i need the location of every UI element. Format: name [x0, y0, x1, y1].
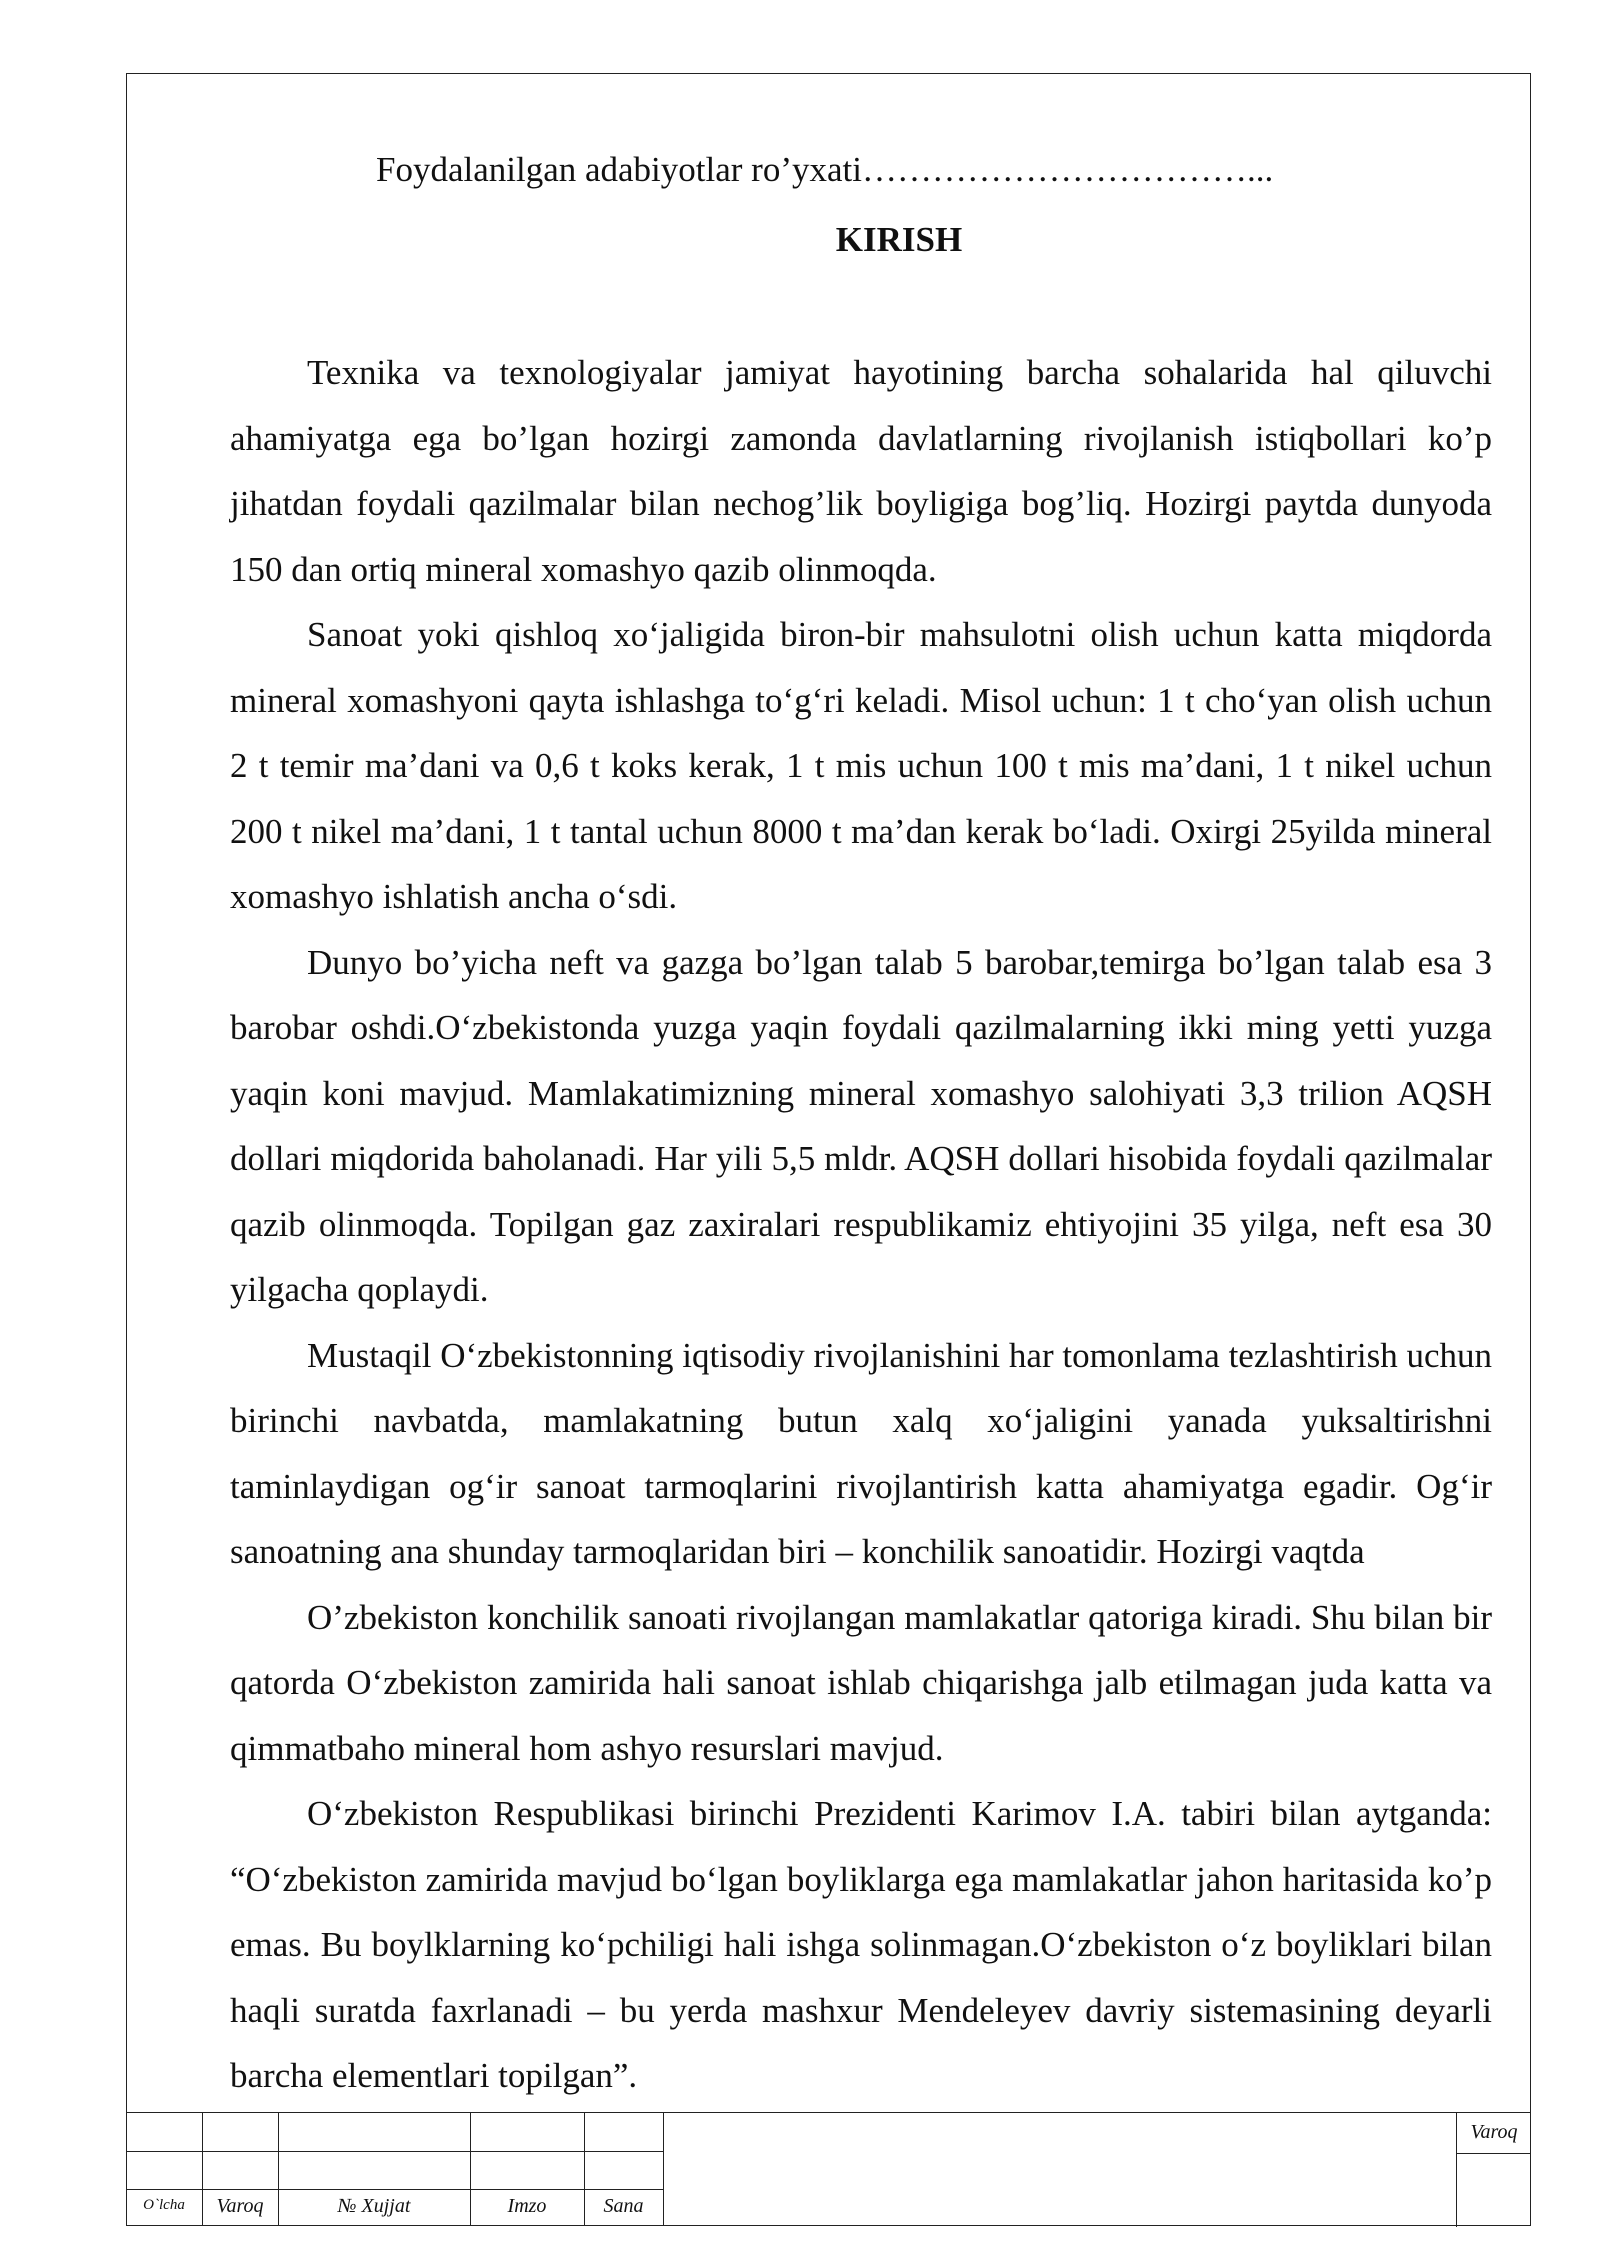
title-block	[126, 2112, 1531, 2226]
stamp-row-line	[126, 2151, 664, 2152]
paragraph: O’zbekiston konchilik sanoati rivojlangan mamlakatlar qatoriga kiradi. Shu bilan bir qatorda O‘zbekiston zamirida hali sanoat ishlab chiqarishga jalb etilmagan juda katta va qimmatbaho mineral hom ashyo resurslari mavjud.	[230, 1597, 1492, 1768]
stamp-label-imzo: Imzo	[507, 2195, 547, 2217]
stamp-label-sana: Sana	[603, 2195, 644, 2217]
paragraph: Texnika va texnologiyalar jamiyat hayotining barcha sohalarida hal qiluvchi ahamiyatga ega bo’lgan hozirgi zamonda davlatlarning rivojlanish istiqbollari ko’p jihatdan foydali qazilmalar bilan nechog’lik boyligiga bog’liq. Hozirgi paytda dunyoda 150 dan ortiq mineral xomashyo qazib olinmoqda.	[230, 353, 1492, 589]
paragraph: Sanoat yoki qishloq xo‘jaligida biron-bir mahsulotni olish uchun katta miqdorda mineral xomashyoni qayta ishlashga to‘g‘ri keladi. Misol uchun: 1 t cho‘yan olish uchun 2 t temir ma’dani va 0,6 t koks kerak, 1 t mis uchun 100 t mis ma’dani, 1 t nikel uchun 200 t nikel ma’dani, 1 t tantal uchun 8000 t ma’dan kerak bo‘ladi. Oxirgi 25yilda mineral xomashyo ishlatish ancha o‘sdi.	[230, 615, 1492, 916]
toc-entry: Foydalanilgan adabiyotlar ro’yxati……………………………...	[376, 150, 1274, 189]
body-text	[230, 340, 1492, 2109]
stamp-divider	[663, 2113, 664, 2226]
sheet-number-label: Varoq	[1470, 2121, 1518, 2143]
sheet-number-box	[1456, 2113, 1531, 2227]
paragraph: Mustaqil O‘zbekistonning iqtisodiy rivojlanishini har tomonlama tezlashtirish uchun birinchi navbatda, mamlakatning butun xalq xo‘jaligini yanada yuksaltirishni taminlaydigan og‘ir sanoat tarmoqlarini rivojlantirish katta ahamiyatga egadir. Og‘ir sanoatning ana shunday tarmoqlaridan biri – konchilik sanoatidir. Hozirgi vaqtda	[230, 1335, 1492, 1571]
paragraph: O‘zbekiston Respublikasi birinchi Prezidenti Karimov I.A. tabiri bilan aytganda: “O‘zbekiston zamirida mavjud bo‘lgan boyliklarga ega mamlakatlar jahon haritasida ko’p emas. Bu boylklarning ko‘pchiligi hali ishga solinmagan.O‘zbekiston o‘z boyliklari bilan haqli suratda faxrlanadi – bu yerda mashxur Mendeleyev davriy sistemasining deyarli barcha elementlari topilgan”.	[230, 1794, 1492, 2095]
stamp-row-line	[126, 2189, 664, 2190]
section-heading: KIRISH	[835, 220, 963, 259]
paragraph: Dunyo bo’yicha neft va gazga bo’lgan talab 5 barobar,temirga bo’lgan talab esa 3 barobar oshdi.O‘zbekistonda yuzga yaqin foydali qazilmalarning ikki ming yetti yuzga yaqin koni mavjud. Mamlakatimizning mineral xomashyo salohiyati 3,3 trilion AQSH dollari miqdorida baholanadi. Har yili 5,5 mldr. AQSH dollari hisobida foydali qazilmalar qazib olinmoqda. Topilgan gaz zaxiralari respublikamiz ehtiyojini 35 yilga, neft esa 30 yilgacha qoplaydi.	[230, 942, 1492, 1309]
stamp-row-line	[1457, 2153, 1531, 2154]
stamp-label-xujjat: № Xujjat	[337, 2195, 411, 2217]
stamp-label-varoq: Varoq	[216, 2195, 264, 2217]
stamp-label-olcha: O`lcha	[143, 2197, 185, 2213]
